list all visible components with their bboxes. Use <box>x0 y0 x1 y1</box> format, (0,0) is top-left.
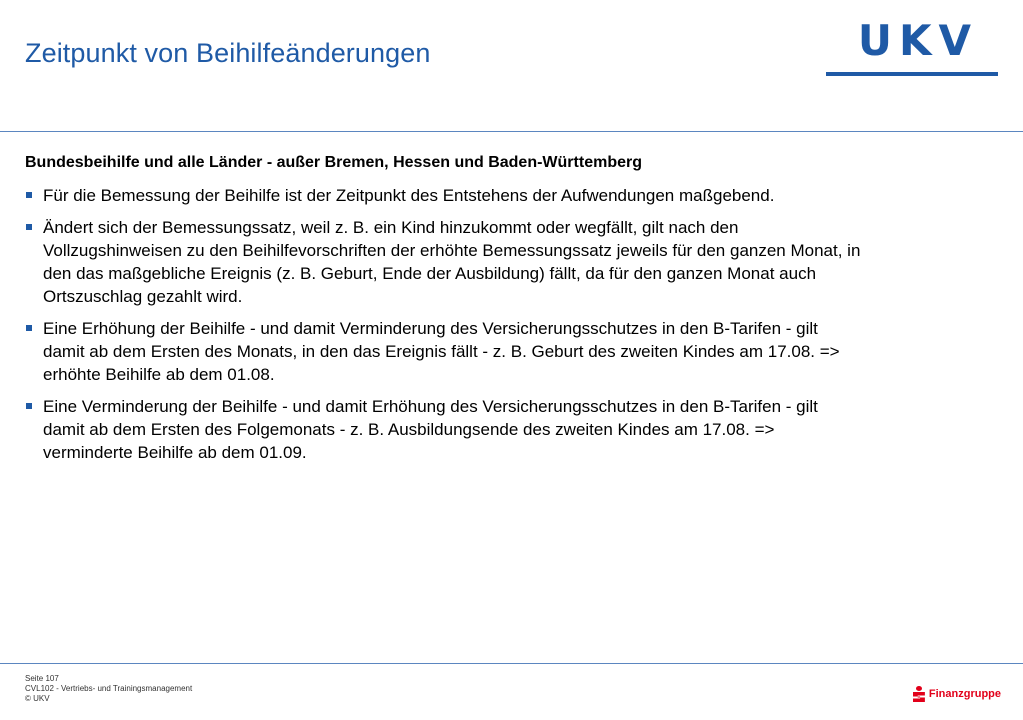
ukv-logo-text: UKV <box>857 16 978 65</box>
course-name: CVL102 - Vertriebs- und Trainingsmanagement <box>25 684 193 693</box>
sparkasse-s-icon <box>913 686 925 702</box>
square-bullet-icon <box>26 224 32 230</box>
square-bullet-icon <box>26 192 32 198</box>
ukv-logo-underline <box>826 72 998 76</box>
bullet-item <box>25 184 863 207</box>
square-bullet-icon <box>26 403 32 409</box>
slide-footer-info <box>25 674 192 704</box>
page-title: Zeitpunkt von Beihilfeänderungen <box>25 38 431 68</box>
bullet-text: Eine Verminderung der Beihilfe - und damit Erhöhung des Versicherungsschutzes in den B-Tarifen - gilt damit ab dem Ersten des Folgemonats - z. B. Ausbildungsende des zweiten Kindes am 17.08. => verminderte Beihilfe ab dem 01.09. <box>43 397 818 462</box>
bullet-list <box>25 184 875 464</box>
copyright-notice: © UKV <box>25 694 50 703</box>
bullet-text: Für die Bemessung der Beihilfe ist der Zeitpunkt des Entstehens der Aufwendungen maßgebend. <box>43 186 775 205</box>
slide-header <box>0 0 1023 132</box>
section-heading: Bundesbeihilfe und alle Länder - außer Bremen, Hessen und Baden-Württemberg <box>25 154 642 171</box>
header-divider <box>0 131 1023 132</box>
finanzgruppe-label: Finanzgruppe <box>928 688 1001 700</box>
bullet-item <box>25 395 863 464</box>
slide-content <box>25 152 875 473</box>
bullet-text: Eine Erhöhung der Beihilfe - und damit Verminderung des Versicherungsschutzes in den B-Tarifen - gilt damit ab dem Ersten des Monats, in den das Ereignis fällt - z. B. Geburt des zweiten Kindes am 17.08. => erhöhte Beihilfe ab dem 01.08. <box>43 319 840 384</box>
footer-divider <box>0 663 1023 664</box>
bullet-item <box>25 317 863 386</box>
bullet-item <box>25 216 863 308</box>
page-number: Seite 107 <box>25 674 59 683</box>
square-bullet-icon <box>26 325 32 331</box>
finanzgruppe-logo <box>913 686 1001 702</box>
ukv-logo <box>826 16 1000 76</box>
bullet-text: Ändert sich der Bemessungssatz, weil z. B. ein Kind hinzukommt oder wegfällt, gilt nach den Vollzugshinweisen zu den Beihilfevorschriften der erhöhte Bemessungssatz jeweils für den ganzen Monat, in den das maßgebliche Ereignis (z. B. Geburt, Ende der Ausbildung) fällt, da für den ganzen Monat auch Ortszuschlag gezahlt wird. <box>43 218 861 306</box>
